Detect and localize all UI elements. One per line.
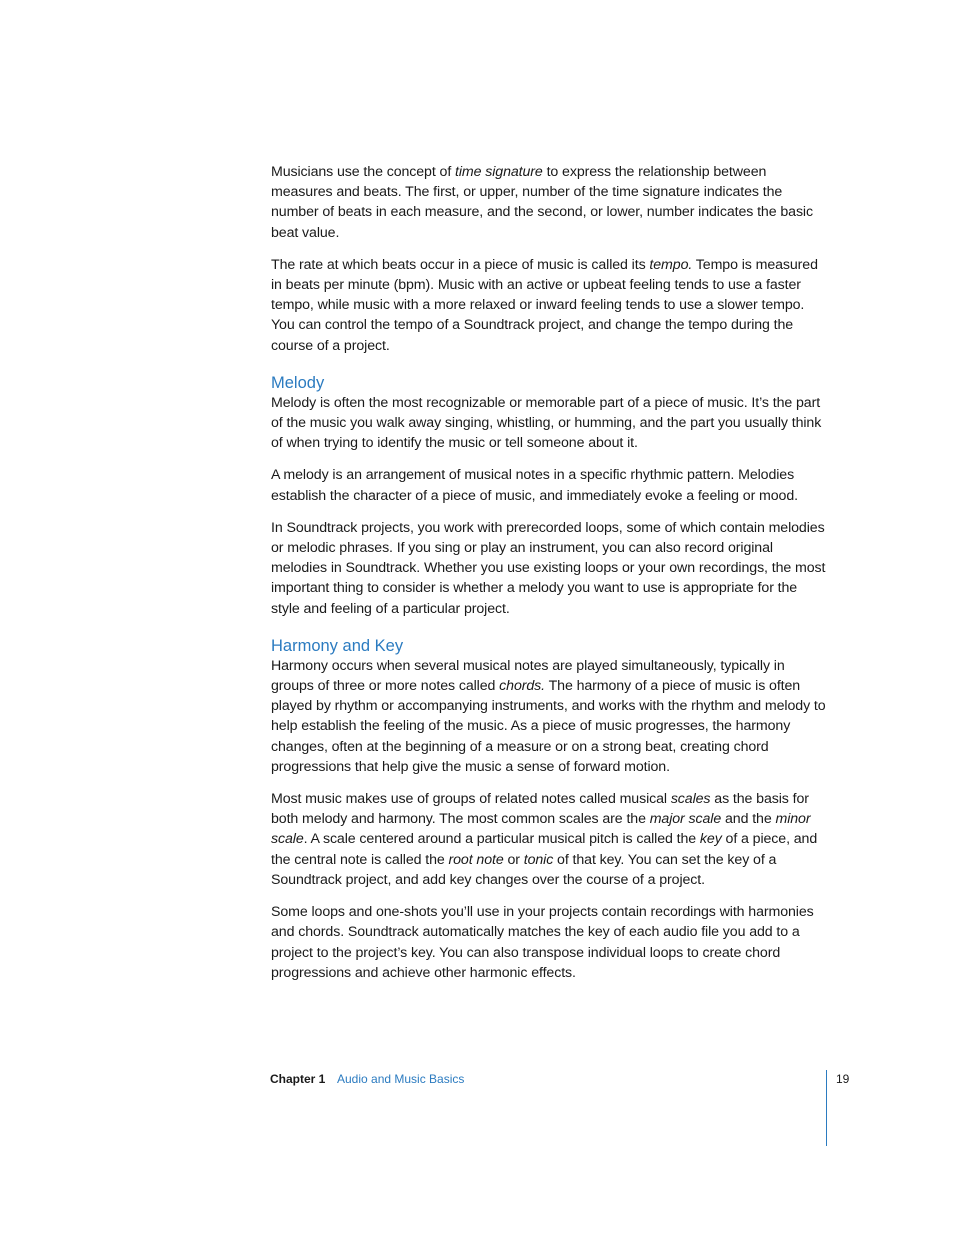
footer-divider xyxy=(826,1070,827,1146)
paragraph-scales: Most music makes use of groups of related notes called musical scales as the basis for both melody and harmony. The most common scales are the major scale and the minor scale. A scale centered around a particular musical pitch is called the key of a piece, and the central note is called the root note or tonic of that key. You can set the key of a Soundtrack project, and add key changes over the course of a project. xyxy=(271,791,818,888)
italic-term: root note xyxy=(448,851,504,868)
paragraph-melody-soundtrack: In Soundtrack projects, you work with prerecorded loops, some of which contain melodies or melodic phrases. If you sing or play an instrument, you can also record original melodies in Soundtrack. Whether you use existing loops or your own recordings, the most important thing to consider is whether a melody you want to use is appropriate for the style and feeling of a particular project. xyxy=(271,519,826,617)
paragraph-tempo: The rate at which beats occur in a piece of music is called its tempo. Tempo is measured in beats per minute (bpm). Music with an active or upbeat feeling tends to use a faster tempo, while music with a more relaxed or inward feeling tends to use a slower tempo. You can control the tempo of a Soundtrack project, and change the tempo during the course of a project. xyxy=(271,256,818,354)
paragraph-harmony-intro: Harmony occurs when several musical notes are played simultaneously, typically in groups of three or more notes called chords. The harmony of a piece of music is often played by rhythm or accompanying instruments, and works with the rhythm and melody to help establish the feeling of the music. As a piece of music progresses, the harmony changes, often at the beginning of a measure or on a strong beat, creating chord progressions that help give the music a sense of forward motion. xyxy=(271,657,826,775)
italic-term: tonic xyxy=(523,851,554,868)
footer-chapter-title: Audio and Music Basics xyxy=(337,1072,465,1086)
heading-harmony-and-key: Harmony and Key xyxy=(271,636,404,655)
italic-term: tempo. xyxy=(649,256,693,273)
italic-term: major scale xyxy=(649,811,722,828)
page-footer xyxy=(270,1072,850,1090)
italic-term: chords. xyxy=(499,678,545,695)
italic-term: key xyxy=(699,831,722,848)
footer-chapter-label: Chapter 1 xyxy=(270,1072,326,1086)
paragraph-loops-harmonies: Some loops and one-shots you’ll use in your projects contain recordings with harmonies and chords. Soundtrack automatically matches the key of each audio file you add to a project to the project’s key. You can also transpose individual loops to create chord progressions and achieve other harmonic effects. xyxy=(271,904,814,981)
paragraph-melody-arrangement: A melody is an arrangement of musical notes in a specific rhythmic pattern. Melodies establish the character of a piece of music, and immediately evoke a feeling or mood. xyxy=(271,467,798,504)
paragraph-melody-intro: Melody is often the most recognizable or memorable part of a piece of music. It’s the part of the music you walk away singing, whistling, or humming, and the part you usually think of when trying to identify the music or tell someone about it. xyxy=(271,394,822,452)
text-column xyxy=(271,162,827,995)
page-number: 19 xyxy=(836,1072,850,1086)
paragraph-time-signature: Musicians use the concept of time signature to express the relationship between measures and beats. The first, or upper, number of the time signature indicates the number of beats in each measure, and the second, or lower, number indicates the basic beat value. xyxy=(271,164,813,241)
italic-term: minor scale xyxy=(271,811,811,848)
italic-term: time signature xyxy=(455,164,543,180)
italic-term: scales xyxy=(670,791,711,808)
heading-melody: Melody xyxy=(271,373,325,392)
